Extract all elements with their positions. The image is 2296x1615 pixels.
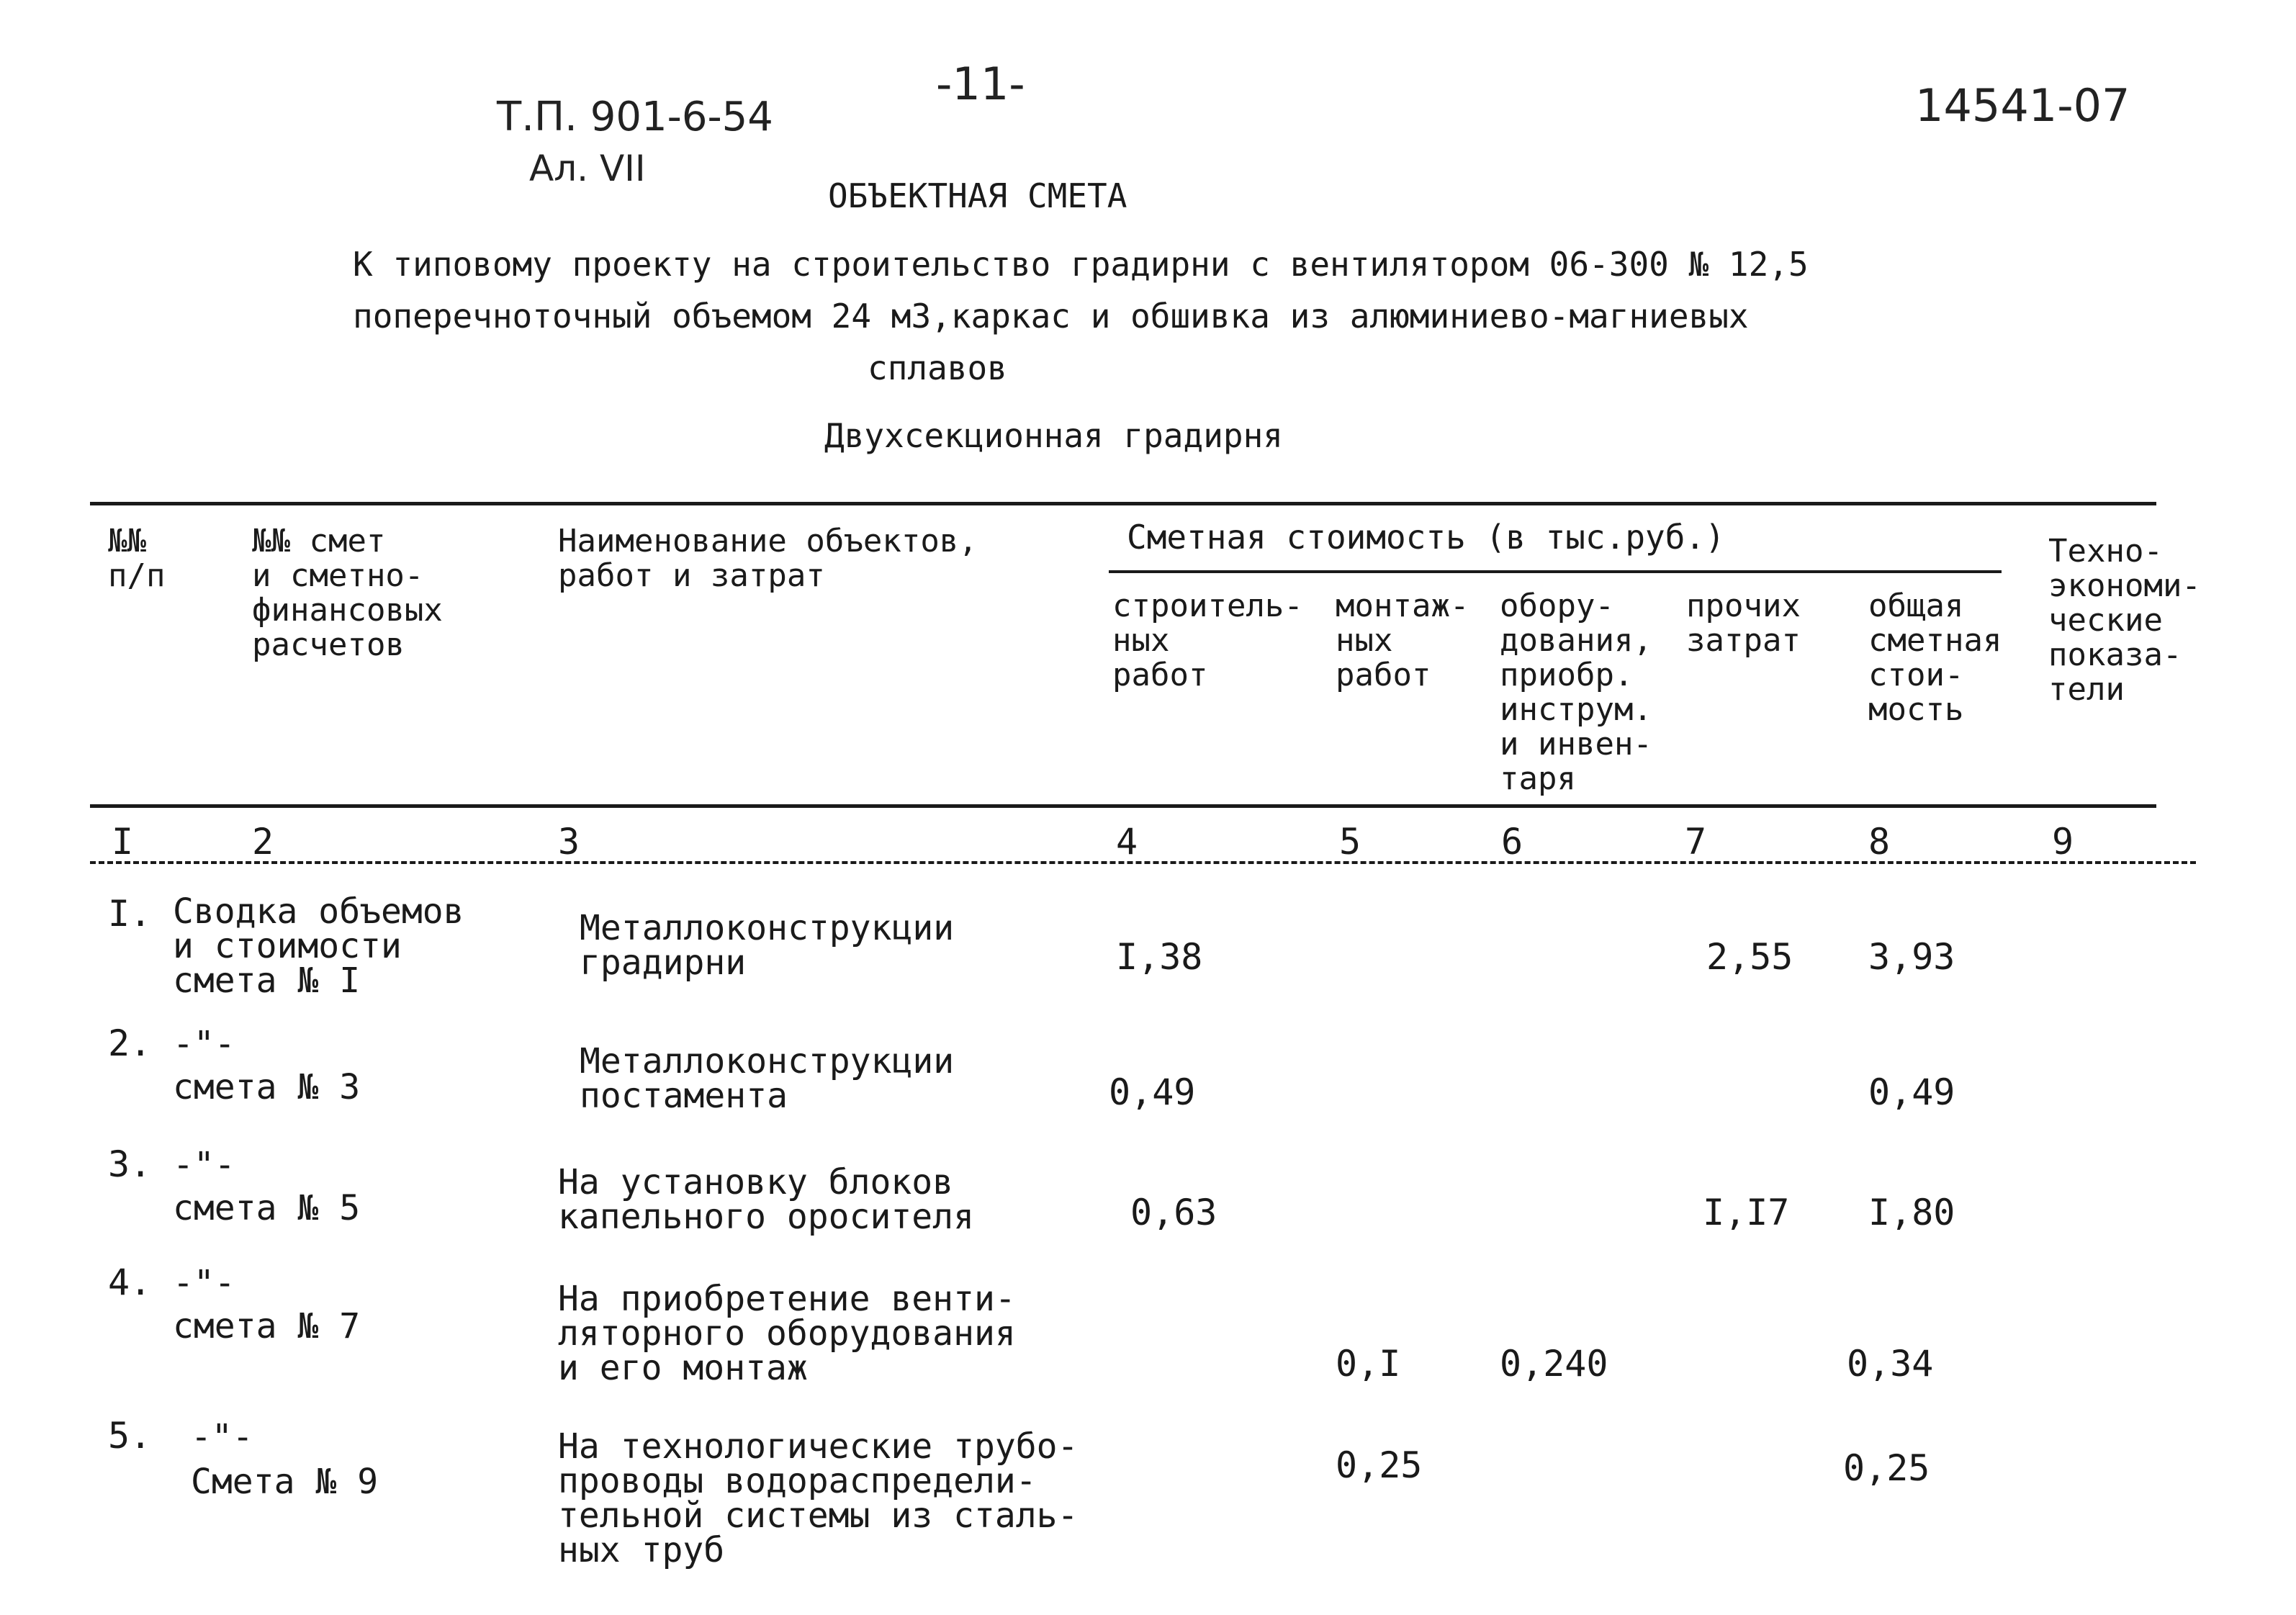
doc-code-line1: Т.П. 901-6-54 xyxy=(497,94,773,140)
colnum-1: I xyxy=(112,821,134,863)
row1-no: I. xyxy=(108,893,152,935)
row5-no: 5. xyxy=(108,1415,152,1457)
row5-total: 0,25 xyxy=(1843,1447,1930,1489)
row2-no: 2. xyxy=(108,1022,152,1064)
header-col1: №№ п/п xyxy=(108,523,166,594)
row1-total: 3,93 xyxy=(1868,936,1955,978)
doc-code-line2: Ал. VII xyxy=(529,148,646,189)
header-col8: общая сметная стои- мость xyxy=(1868,588,2002,728)
row4-no: 4. xyxy=(108,1261,152,1303)
row3-name: На установку блоков капельного оросителя xyxy=(558,1162,974,1237)
colnum-5: 5 xyxy=(1339,821,1361,863)
row4-total: 0,34 xyxy=(1847,1343,1934,1385)
header-col9: Техно- экономи- ческие показа- тели xyxy=(2048,533,2201,708)
column-numbers-dashed-rule xyxy=(90,861,2196,864)
row5-installation: 0,25 xyxy=(1336,1444,1423,1486)
row2-construction: 0,49 xyxy=(1109,1071,1196,1113)
row3-total: I,80 xyxy=(1868,1192,1955,1233)
header-col3: Наименование объектов, работ и затрат xyxy=(558,523,978,594)
colnum-3: 3 xyxy=(558,821,580,863)
header-col2: №№ смет и сметно- финансовых расчетов xyxy=(252,523,443,663)
row1-construction: I,38 xyxy=(1116,936,1203,978)
header-group: Сметная стоимость (в тыс.руб.) xyxy=(1127,518,1725,557)
header-col4: строитель- ных работ xyxy=(1112,588,1303,693)
row5-ref: -"- Смета № 9 xyxy=(191,1417,379,1502)
colnum-4: 4 xyxy=(1116,821,1138,863)
row5-name: На технологические трубо- проводы водораспредели- тельной системы из сталь- ных труб xyxy=(558,1426,1079,1570)
colnum-8: 8 xyxy=(1868,821,1891,863)
row3-construction: 0,63 xyxy=(1130,1192,1217,1233)
row4-ref: -"- смета № 7 xyxy=(173,1263,361,1346)
subtitle-line3: сплавов xyxy=(868,348,1007,387)
colnum-2: 2 xyxy=(252,821,274,863)
row1-other: 2,55 xyxy=(1706,936,1793,978)
inventory-number: 14541-07 xyxy=(1915,79,2130,132)
subtitle-line1: К типовому проекту на строительство градирни с вентилятором 06-300 № 12,5 xyxy=(353,245,1809,284)
header-col7: прочих затрат xyxy=(1686,588,1801,659)
row1-ref: Сводка объемов и стоимости смета № I xyxy=(173,891,464,1001)
row3-no: 3. xyxy=(108,1143,152,1185)
row1-name: Металлоконструкции градирни xyxy=(580,908,955,983)
header-col5: монтаж- ных работ xyxy=(1336,588,1469,693)
page-number: -11- xyxy=(936,58,1025,110)
row4-installation: 0,I xyxy=(1336,1343,1401,1385)
row3-ref: -"- смета № 5 xyxy=(173,1145,361,1228)
subtitle-line2: поперечноточный объемом 24 м3,каркас и обшивка из алюминиево-магниевых xyxy=(353,297,1749,336)
colnum-6: 6 xyxy=(1501,821,1523,863)
row4-name: На приобретение венти- ляторного оборудования и его монтаж xyxy=(558,1279,1016,1388)
row4-equipment: 0,240 xyxy=(1500,1343,1608,1385)
row3-other: I,I7 xyxy=(1703,1192,1790,1233)
document-title: ОБЪЕКТНАЯ СМЕТА xyxy=(828,176,1127,215)
colnum-9: 9 xyxy=(2052,821,2074,863)
colnum-7: 7 xyxy=(1685,821,1707,863)
row2-ref: -"- смета № 3 xyxy=(173,1024,361,1107)
header-bottom-rule xyxy=(90,804,2156,808)
section-title: Двухсекционная градирня xyxy=(824,416,1283,455)
row2-total: 0,49 xyxy=(1868,1071,1955,1113)
header-col6: обору- дования, приобр. инструм. и инвен- таря xyxy=(1500,588,1652,797)
group-header-rule xyxy=(1109,570,2002,573)
table-top-rule xyxy=(90,502,2156,505)
row2-name: Металлоконструкции постамента xyxy=(580,1041,955,1116)
